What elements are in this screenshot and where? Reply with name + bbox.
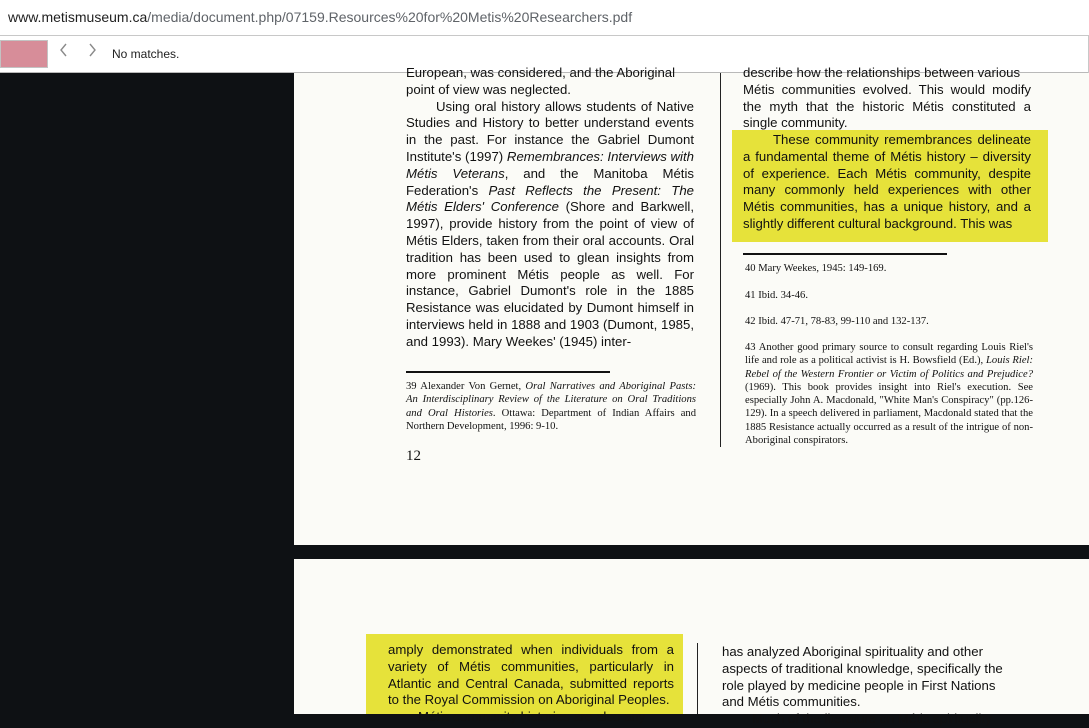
left-column-line: point of view was neglected.	[406, 81, 571, 97]
pdf-page-12	[294, 65, 1089, 545]
footnote-43: 43 Another good primary source to consult regarding Louis Riel's life and role as a political activist is H. Bowsfield (Ed.), Louis Riel: Rebel of the Western Frontier or Victim of Politics and Prejudice? (1969). This book provides insight into Riel's execution. See especially John A. Macdonald, "White Man's Conspiracy" (pp.126-129). In a speech delivered in parliament, Macdonald stated that the 1885 Resistance actually occurred as a result of the intrigue of non-Aboriginal conspirators.	[745, 342, 1033, 447]
highlighted-paragraph: These community remembrances delineate a fundamental theme of Métis history – diversity of experience. Each Métis community, despite many commonly held experiences with other Métis communities, has a unique history, and a slightly different cultural background. This was	[743, 132, 1031, 231]
find-input[interactable]	[0, 40, 48, 68]
footnote-42: 42 Ibid. 47-71, 78-83, 99-110 and 132-137.	[745, 316, 929, 327]
right-column-top	[743, 65, 1033, 133]
left-column-cut-line: European, was considered, and the Aboriginal	[406, 65, 676, 80]
chevron-left-icon[interactable]	[54, 42, 74, 64]
chevron-right-icon[interactable]	[82, 42, 102, 64]
page2-left-text: amply demonstrated when individuals from a variety of Métis communities, particularly in Atlantic and Central Canada, submitted reports to the Royal Commission on Aboriginal Peoples. Métis community histories are also any	[388, 642, 674, 725]
column-divider	[720, 73, 721, 447]
url-text[interactable]: www.metismuseum.ca/media/document.php/07159.Resources%20for%20Metis%20Researchers.pdf	[8, 9, 633, 25]
column-divider-page2	[697, 643, 698, 714]
viewer-sidebar-area	[0, 73, 294, 714]
left-column	[406, 65, 696, 363]
footnote-39: 39 Alexander Von Gernet, Oral Narratives and Aboriginal Pasts: An Interdisciplinary Review of the Literature on Oral Traditions and Oral Histories. Ottawa: Department of Indian Affairs and Northern Development, 1996: 9-10.	[406, 381, 696, 432]
page-gap	[294, 545, 1089, 559]
find-status: No matches.	[112, 47, 180, 61]
page-number: 12	[406, 448, 421, 464]
footnote-41: 41 Ibid. 34-46.	[745, 290, 808, 301]
footnote-40: 40 Mary Weekes, 1945: 149-169.	[745, 263, 887, 274]
oral-history-paragraph: Using oral history allows students of Native Studies and History to better understand events in the past. For instance the Gabriel Dumont Institute's (1997) Remembrances: Interviews with Métis Veterans, and the Manitoba Métis Federation's Past Reflects the Present: The Métis Elders' Conference (Shore and Barkwell, 1997), provide history from the point of view of Métis Elders, taken from their oral accounts. Oral tradition has been used to glean insights from more prominent Métis people as well. For instance, Gabriel Dumont's role in the 1885 Resistance was elucidated by Dumont himself in interviews held in 1888 and 1903 (Dumont, 1985, and 1993). Mary Weekes' (1945) inter-	[406, 98, 694, 349]
right-column-cut-line: describe how the relationships between various	[743, 65, 1021, 80]
page2-right-text: has analyzed Aboriginal spirituality and other aspects of traditional knowledge, specifically the role played by medicine people in First Nations and Métis communities. Much of the literature on Métis spirituality	[722, 644, 1003, 727]
pdf-page-13	[294, 559, 1089, 727]
address-bar[interactable]	[0, 0, 1089, 36]
footnote-rule-right	[743, 253, 947, 255]
right-column-intro: Métis communities evolved. This would modify the myth that the historic Métis constituted a single community.	[743, 81, 1031, 131]
footnote-rule	[406, 371, 610, 373]
